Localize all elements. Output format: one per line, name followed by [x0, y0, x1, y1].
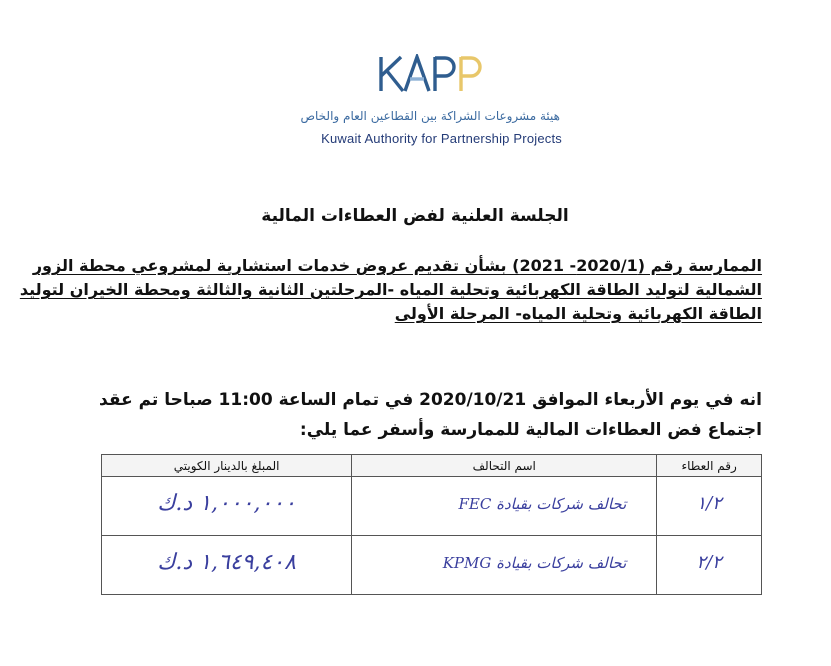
meeting-intro	[100, 385, 762, 445]
kapp-logo	[377, 54, 493, 94]
logo-letter-a	[405, 57, 429, 91]
consortium-name-cell	[352, 536, 657, 595]
bid-number-cell	[657, 536, 762, 595]
subject-line-3: الطاقة الكهربائية وتحلية المياه- المرحلة الأولى	[394, 304, 762, 323]
tender-subject	[19, 254, 762, 326]
bid-amount: ١,٦٤٩,٤٠٨ د.ك	[157, 550, 296, 575]
authority-name-english: Kuwait Authority for Partnership Projects	[321, 131, 562, 146]
bid-number-cell	[657, 477, 762, 536]
consortium-name: تحالف شركات بقيادة KPMG	[442, 554, 627, 572]
intro-line-1: انه في يوم الأربعاء الموافق 2020/10/21 في تمام الساعة 11:00 صباحا تم عقد	[99, 390, 762, 410]
document-title: الجلسة العلنية لفض العطاءات المالية	[261, 206, 569, 226]
table-row	[102, 477, 762, 536]
bids-table	[101, 454, 762, 595]
subject-line-1: الممارسة رقم (2020/1- 2021) بشأن تقديم عروض خدمات استشارية لمشروعي محطة الزور	[32, 256, 762, 275]
logo-letter-p2	[461, 57, 480, 91]
amount-cell	[102, 477, 352, 536]
table-header-row	[102, 455, 762, 477]
consortium-name-cell	[352, 477, 657, 536]
logo-letter-k	[381, 57, 403, 91]
subject-line-2: الشمالية لتوليد الطاقة الكهربائية وتحلية المياه -المرحلتين الثانية والثالثة ومحطة الخيران لتوليد	[19, 280, 762, 299]
bid-number: ١/٢	[696, 493, 722, 514]
header-bid-number: رقم العطاء	[657, 455, 762, 477]
bid-number: ٢/٢	[696, 552, 722, 573]
consortium-name: تحالف شركات بقيادة FEC	[458, 495, 627, 513]
logo-letter-p1	[435, 57, 454, 91]
table-row	[102, 536, 762, 595]
bid-amount: ١,٠٠٠,٠٠٠ د.ك	[157, 491, 296, 516]
authority-name-arabic: هيئة مشروعات الشراكة بين القطاعين العام والخاص	[300, 109, 560, 123]
header-consortium-name: اسم التحالف	[352, 455, 657, 477]
header-amount: المبلغ بالدينار الكويتي	[102, 455, 352, 477]
amount-cell	[102, 536, 352, 595]
intro-line-2: اجتماع فض العطاءات المالية للممارسة وأسفر عما يلي:	[299, 420, 762, 440]
